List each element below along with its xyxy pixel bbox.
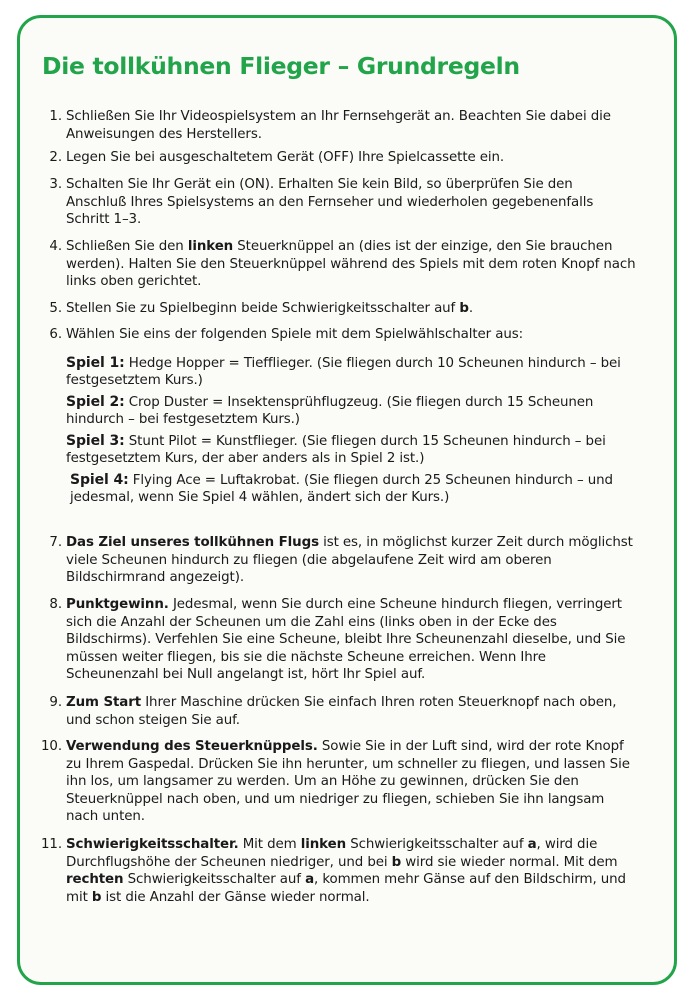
item-text: Sowie Sie in der Luft sind, wird der rote Knopf zu Ihrem Gaspedal. Drücken Sie ihn herunter, um schneller zu fliegen, und lassen Sie ihn los, um langsamer zu werden. Um an Höhe zu gewinnen, drücken Sie den Steuerknüppel nach oben, und um niedriger zu fliegen, schieben Sie ihn langsam nach unten. xyxy=(66,739,630,824)
item-emphasis: linken xyxy=(300,837,347,852)
list-item xyxy=(49,149,636,176)
item-emphasis: Verwendung des Steuerknüppels. xyxy=(66,739,318,754)
item-number: 4. xyxy=(49,239,62,254)
item-text: Mit dem xyxy=(238,837,301,852)
item-number: 5. xyxy=(49,301,62,316)
item-number: 7. xyxy=(49,535,62,550)
list-item xyxy=(49,108,636,149)
item-text: Ihrer Maschine drücken Sie einfach Ihren roten Steuerknopf nach oben, und schon steigen Sie auf. xyxy=(66,695,617,728)
item-text: Wählen Sie eins der folgenden Spiele mit dem Spielwählschalter aus: xyxy=(66,327,524,342)
item-emphasis: linken xyxy=(187,239,234,254)
item-emphasis: Punktgewinn. xyxy=(66,597,169,612)
item-text: Schließen Sie den xyxy=(66,239,188,254)
list-item xyxy=(49,238,636,300)
game-description: Stunt Pilot = Kunstflieger. (Sie fliegen durch 15 Scheunen hindurch – bei festgesetztem Kurs, der aber anders als in Spiel 2 ist.) xyxy=(66,433,606,466)
list-item xyxy=(49,176,636,238)
list-item xyxy=(49,534,636,596)
item-number: 10. xyxy=(41,739,62,754)
item-number: 1. xyxy=(49,109,62,124)
game-list xyxy=(66,355,636,507)
list-item xyxy=(49,694,636,738)
item-emphasis: b xyxy=(459,301,469,316)
game-label: Spiel 1: xyxy=(66,354,125,371)
item-text: Steuerknüppel an (dies ist der einzige, den Sie brauchen werden). Halten Sie den Steuerknüppel während des Spiels mit dem roten Knopf nach links oben gerichtet. xyxy=(66,239,636,289)
item-text: Stellen Sie zu Spielbeginn beide Schwierigkeitsschalter auf xyxy=(66,301,460,316)
item-text: ist es, in möglichst kurzer Zeit durch möglichst viele Scheunen hindurch zu fliegen (die abgelaufene Zeit wird am oberen Bildschirmrand angezeigt). xyxy=(66,535,633,585)
game-option xyxy=(66,355,636,390)
list-item xyxy=(49,300,636,326)
game-label: Spiel 2: xyxy=(66,393,125,410)
item-text: Schalten Sie Ihr Gerät ein (ON). Erhalten Sie kein Bild, so überprüfen Sie den Anschluß Ihres Spielsystems an den Fernseher und wiederholen gegebenenfalls Schritt 1–3. xyxy=(66,177,594,227)
item-text: , wird die Durchflugshöhe der Scheunen niedriger, und bei xyxy=(66,837,598,870)
game-option xyxy=(66,472,636,507)
item-number: 2. xyxy=(49,150,62,165)
game-label: Spiel 3: xyxy=(66,432,125,449)
rules-list xyxy=(41,108,636,906)
item-emphasis: a xyxy=(527,837,537,852)
item-emphasis: rechten xyxy=(66,872,124,887)
item-emphasis: Das Ziel unseres tollkühnen Flugs xyxy=(66,535,319,550)
game-description: Hedge Hopper = Tiefflieger. (Sie fliegen durch 10 Scheunen hindurch – bei festgesetztem Kurs.) xyxy=(66,355,621,388)
item-text: ist die Anzahl der Gänse wieder normal. xyxy=(101,889,370,905)
list-item xyxy=(49,326,636,534)
item-number: 8. xyxy=(49,597,62,612)
page-title: Die tollkühnen Flieger – Grundregeln xyxy=(42,52,520,80)
list-item xyxy=(41,738,636,836)
list-item xyxy=(41,836,636,906)
item-number: 6. xyxy=(49,327,62,342)
item-number: 9. xyxy=(49,695,62,710)
item-text: . xyxy=(468,301,474,316)
item-text: Legen Sie bei ausgeschaltetem Gerät (OFF) Ihre Spielcassette ein. xyxy=(66,150,505,165)
list-item xyxy=(49,596,636,694)
game-option xyxy=(66,394,636,429)
item-text: Schwierigkeitsschalter auf xyxy=(346,837,528,852)
item-text: Schließen Sie Ihr Videospielsystem an Ihr Fernsehgerät an. Beachten Sie dabei die Anweisungen des Herstellers. xyxy=(66,109,611,142)
game-label: Spiel 4: xyxy=(70,471,129,488)
item-text: Jedesmal, wenn Sie durch eine Scheune hindurch fliegen, verringert sich die Anzahl der Scheunen um die Zahl eins (links oben in der Ecke des Bildschirms). Verfehlen Sie eine Scheune, bleibt Ihre Scheunenzahl dieselbe, und Sie müssen weiter fliegen, bis sie die nächste Scheune erreichen. Wenn Ihre Scheunenzahl bei Null angelangt ist, hört Ihr Spiel auf. xyxy=(66,597,626,682)
game-option xyxy=(66,433,636,468)
item-emphasis: a xyxy=(305,872,314,887)
game-description: Flying Ace = Luftakrobat. (Sie fliegen durch 25 Scheunen hindurch – und jedesmal, wenn Sie Spiel 4 wählen, ändert sich der Kurs.) xyxy=(70,472,613,505)
item-number: 3. xyxy=(49,177,62,192)
item-text: wird sie wieder normal. Mit dem xyxy=(401,854,618,870)
game-description: Crop Duster = Insektensprühflugzeug. (Sie fliegen durch 15 Scheunen hindurch – bei festgesetztem Kurs.) xyxy=(66,394,594,427)
item-emphasis: Schwierigkeitsschalter. xyxy=(66,837,239,852)
item-text: Schwierigkeitsschalter auf xyxy=(123,872,306,887)
item-emphasis: b xyxy=(391,854,402,870)
item-emphasis: b xyxy=(91,889,102,905)
item-emphasis: Zum Start xyxy=(66,695,142,710)
item-text: , kommen mehr Gänse auf den Bildschirm, und mit xyxy=(66,872,626,905)
item-number: 11. xyxy=(41,837,62,852)
